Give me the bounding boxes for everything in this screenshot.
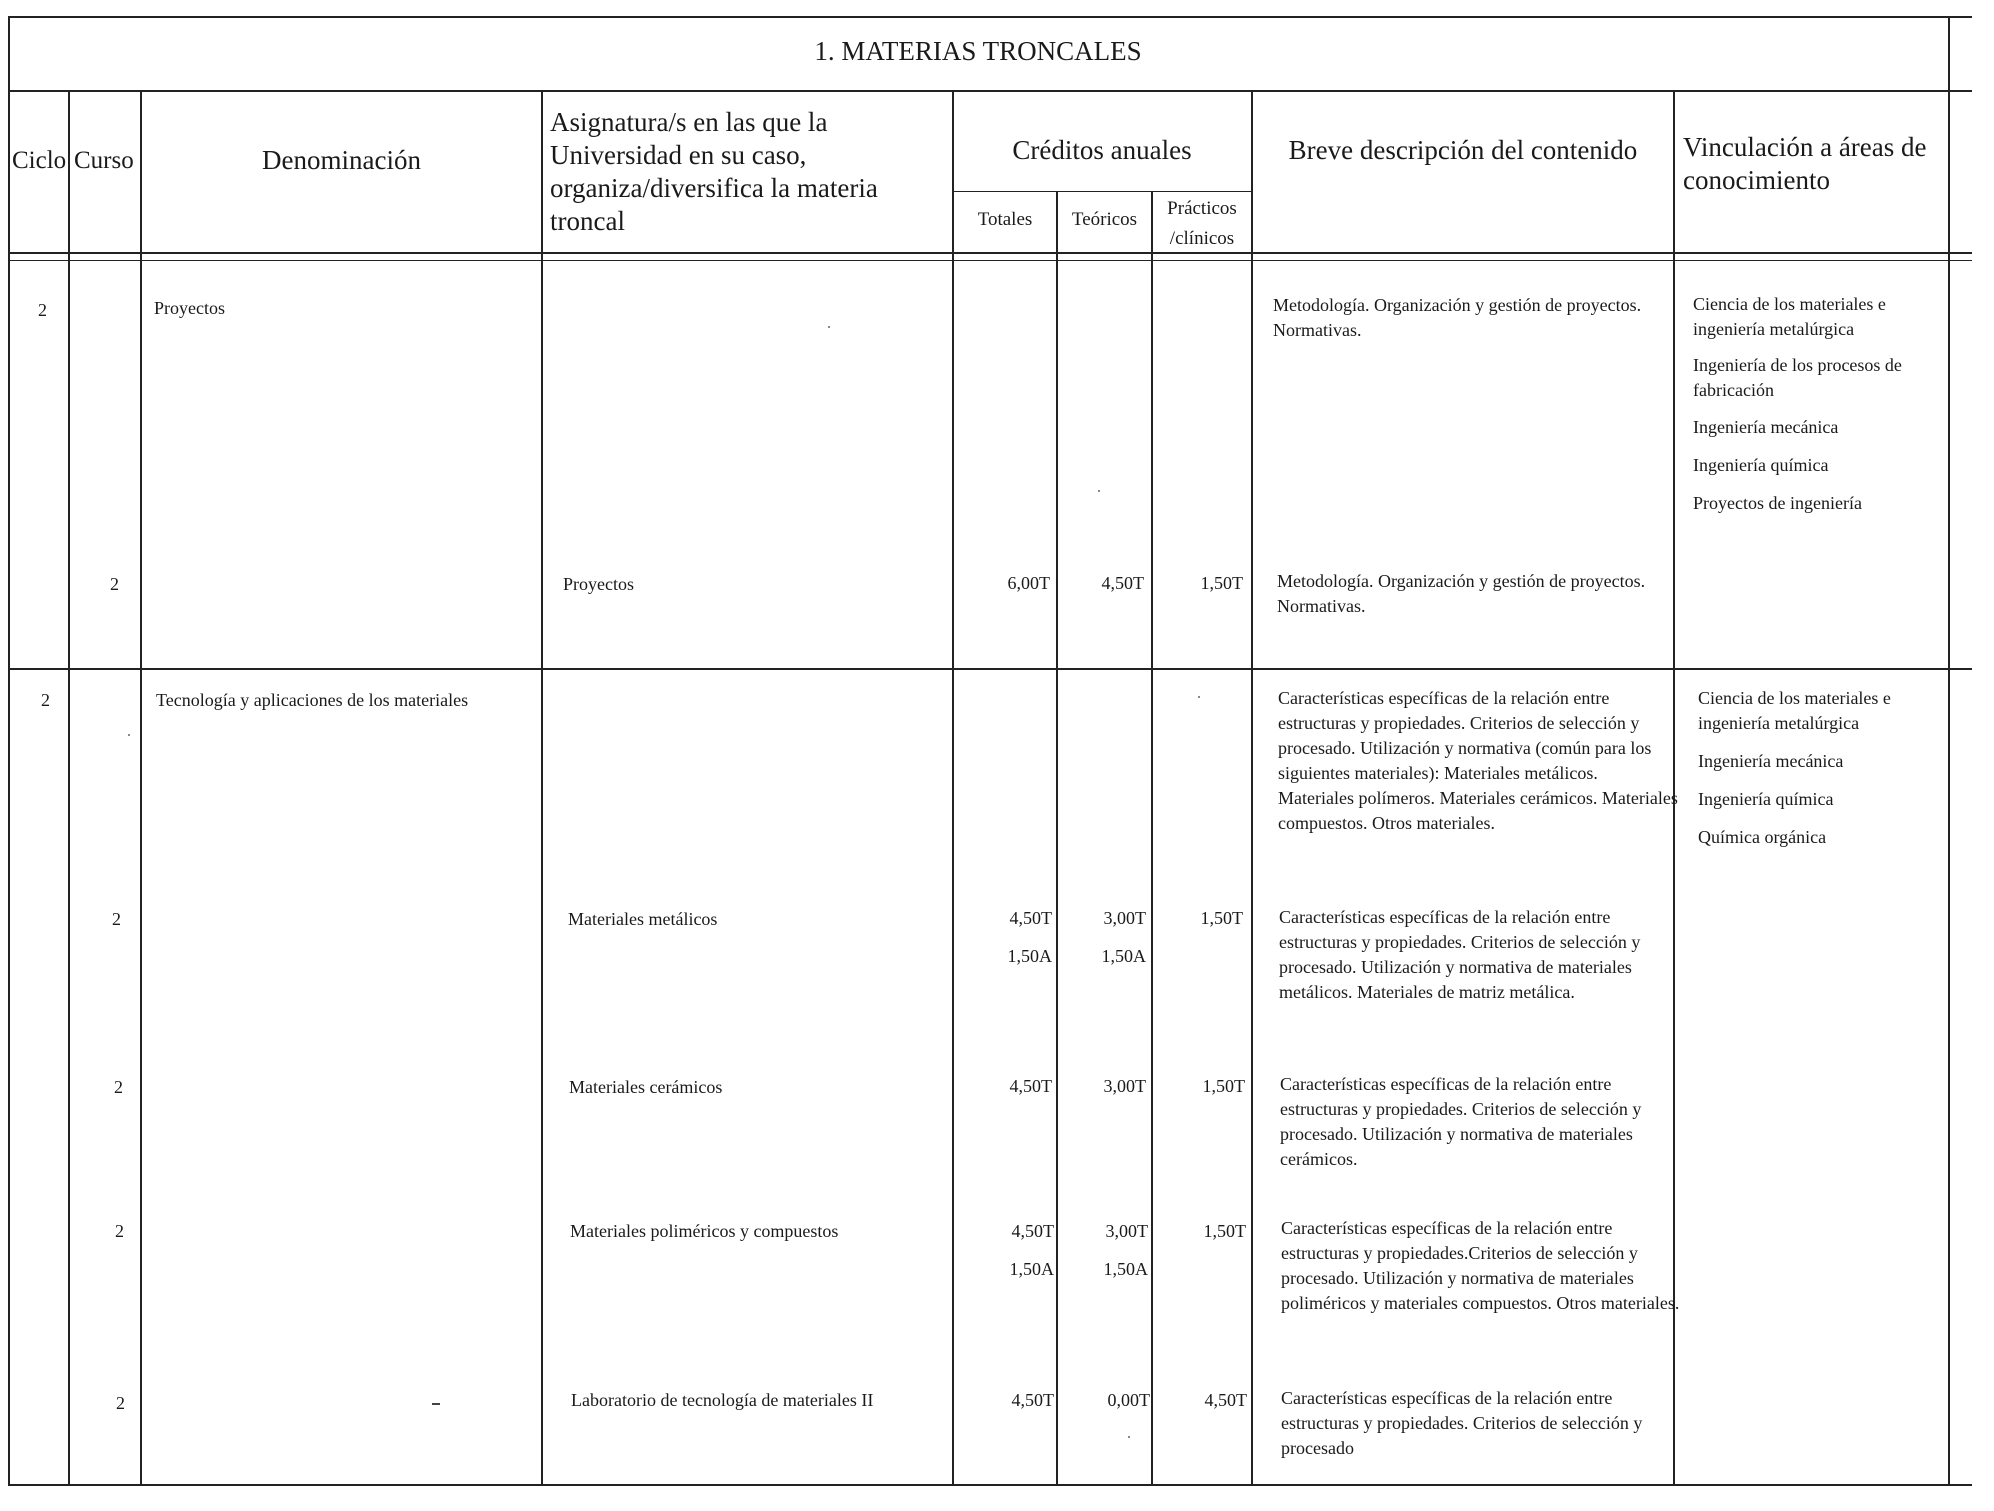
- section-1-area-1: Ciencia de los materiales e ingeniería metalúrgica: [1693, 294, 1886, 339]
- section-2-subject-2-totales: 4,50T: [1009, 1076, 1052, 1096]
- title-bottom-border: [8, 90, 1972, 92]
- col-curso-right: [140, 90, 142, 1486]
- col-teoricos-right: [1151, 191, 1153, 1486]
- section-1-subject-1-totales: 6,00T: [1007, 573, 1050, 593]
- col-ciclo-right: [68, 90, 70, 1486]
- section-2-area-3: Ingeniería química: [1698, 789, 1834, 809]
- scan-speck: [128, 734, 130, 736]
- page-title: 1. MATERIAS TRONCALES: [814, 36, 1142, 66]
- section-2-subject-4-totales: 4,50T: [1011, 1390, 1054, 1410]
- header-ciclo: Ciclo: [12, 147, 67, 174]
- col-asignatura-right: [952, 90, 954, 1486]
- header-denominacion: Denominación: [262, 145, 421, 175]
- header-descripcion: Breve descripción del contenido: [1288, 135, 1638, 165]
- scan-speck: [1098, 490, 1100, 492]
- section-2-subject-4-descripcion: Características específicas de la relación entre estructuras y propiedades. Criterios de selección y procesado: [1281, 1388, 1643, 1458]
- section-2-subject-3-totales-2: 1,50A: [1009, 1259, 1054, 1279]
- section-2-subject-4-practicos: 4,50T: [1204, 1390, 1247, 1410]
- section-2-subject-3-teoricos-1: 3,00T: [1105, 1221, 1148, 1241]
- section-2-subject-3-curso: 2: [115, 1221, 124, 1241]
- section-2-denominacion: Tecnología y aplicaciones de los materiales: [156, 690, 469, 710]
- scan-speck: [828, 326, 830, 328]
- section-2-subject-2-descripcion: Características específicas de la relación entre estructuras y propiedades. Criterios de selección y procesado. Utilización y normativa de materiales cerámicos.: [1280, 1074, 1642, 1169]
- scan-speck: [1128, 1436, 1130, 1438]
- header-asignaturas-line-2: Universidad en su caso,: [550, 140, 807, 170]
- section-1-area-3: Ingeniería mecánica: [1693, 417, 1839, 437]
- section-2-subject-2-practicos: 1,50T: [1202, 1076, 1245, 1096]
- header-practicos-line-1: Prácticos: [1167, 198, 1237, 219]
- section-1-area-5: Proyectos de ingeniería: [1693, 493, 1862, 513]
- col-totales-right: [1056, 191, 1058, 1486]
- header-bottom-border: [8, 252, 1972, 254]
- section-2-subject-3-practicos: 1,50T: [1203, 1221, 1246, 1241]
- section-1-subject-1-curso: 2: [110, 574, 119, 594]
- section-1-subject-1-teoricos: 4,50T: [1101, 573, 1144, 593]
- header-bottom-border-2: [8, 260, 1972, 261]
- col-practicos-right: [1251, 90, 1253, 1486]
- section-2-subject-1-totales-2: 1,50A: [1007, 946, 1052, 966]
- creditos-subheader-line: [952, 191, 1252, 192]
- section-1-ciclo: 2: [38, 300, 47, 320]
- section-1-subject-1-descripcion: Metodología. Organización y gestión de proyectos. Normativas.: [1277, 571, 1646, 616]
- scan-dash: [432, 1403, 440, 1405]
- border-left: [8, 16, 10, 1486]
- section-2-area-1: Ciencia de los materiales e ingeniería metalúrgica: [1698, 688, 1891, 733]
- section-2-subject-3-totales-1: 4,50T: [1011, 1221, 1054, 1241]
- section-2-subject-1-teoricos-2: 1,50A: [1101, 946, 1146, 966]
- section-1-area-2: Ingeniería de los procesos de fabricación: [1693, 355, 1902, 400]
- section-2-subject-4-asignatura: Laboratorio de tecnología de materiales II: [571, 1390, 874, 1410]
- section-1-descripcion: Metodología. Organización y gestión de proyectos. Normativas.: [1273, 295, 1642, 340]
- section-1-area-4: Ingeniería química: [1693, 455, 1829, 475]
- document-page: [8, 16, 1972, 1486]
- table-top-border: [8, 16, 1972, 18]
- section-1-subject-1-practicos: 1,50T: [1200, 573, 1243, 593]
- header-totales: Totales: [977, 209, 1033, 230]
- section-2-area-2: Ingeniería mecánica: [1698, 751, 1844, 771]
- section-1-denominacion: Proyectos: [154, 298, 225, 318]
- header-curso: Curso: [74, 147, 134, 174]
- header-asignaturas-line-4: troncal: [550, 206, 625, 236]
- table-bottom-border: [8, 1484, 1972, 1486]
- section-2-subject-2-asignatura: Materiales cerámicos: [569, 1077, 723, 1097]
- section-2-subject-1-teoricos-1: 3,00T: [1103, 908, 1146, 928]
- section-2-subject-4-curso: 2: [116, 1393, 125, 1413]
- section-divider: [8, 668, 1972, 670]
- section-1-subject-1-asignatura: Proyectos: [563, 574, 634, 594]
- scan-speck: [1198, 696, 1200, 698]
- section-2-subject-1-totales-1: 4,50T: [1009, 908, 1052, 928]
- header-asignaturas-line-1: Asignatura/s en las que la: [550, 107, 828, 137]
- section-2-subject-3-descripcion: Características específicas de la relación entre estructuras y propiedades.Criterios de selección y procesado. Utilización y normativa de materiales poliméricos y materiales compuestos. Otros materiales.: [1281, 1218, 1680, 1313]
- section-2-subject-2-curso: 2: [114, 1077, 123, 1097]
- section-2-subject-4-teoricos: 0,00T: [1107, 1390, 1150, 1410]
- section-2-subject-3-teoricos-2: 1,50A: [1103, 1259, 1148, 1279]
- section-2-area-4: Química orgánica: [1698, 827, 1827, 847]
- header-practicos-line-2: /clínicos: [1169, 228, 1235, 249]
- section-2-subject-3-asignatura: Materiales poliméricos y compuestos: [570, 1221, 839, 1241]
- border-right: [1948, 16, 1950, 1486]
- col-denominacion-right: [541, 90, 543, 1486]
- header-teoricos: Teóricos: [1071, 209, 1138, 230]
- section-2-subject-1-curso: 2: [112, 909, 121, 929]
- section-2-ciclo: 2: [41, 690, 50, 710]
- section-2-subject-1-practicos: 1,50T: [1200, 908, 1243, 928]
- section-2-subject-2-teoricos: 3,00T: [1103, 1076, 1146, 1096]
- header-vinculacion-line-1: Vinculación a áreas de: [1683, 132, 1927, 162]
- header-asignaturas-line-3: organiza/diversifica la materia: [550, 173, 878, 203]
- header-creditos: Créditos anuales: [1012, 135, 1192, 165]
- section-2-subject-1-descripcion: Características específicas de la relación entre estructuras y propiedades. Criterios de selección y procesado. Utilización y normativa de materiales metálicos. Materiales de matriz metálica.: [1279, 907, 1641, 1002]
- section-2-descripcion: Características específicas de la relación entre estructuras y propiedades. Criterios de selección y procesado. Utilización y normativa (común para los siguientes materiales): Materiales metálicos. Materiales polímeros. Materiales cerámicos. Materiales compuestos. Otros materiales.: [1278, 688, 1678, 833]
- section-2-subject-1-asignatura: Materiales metálicos: [568, 909, 718, 929]
- header-vinculacion-line-2: conocimiento: [1683, 165, 1830, 195]
